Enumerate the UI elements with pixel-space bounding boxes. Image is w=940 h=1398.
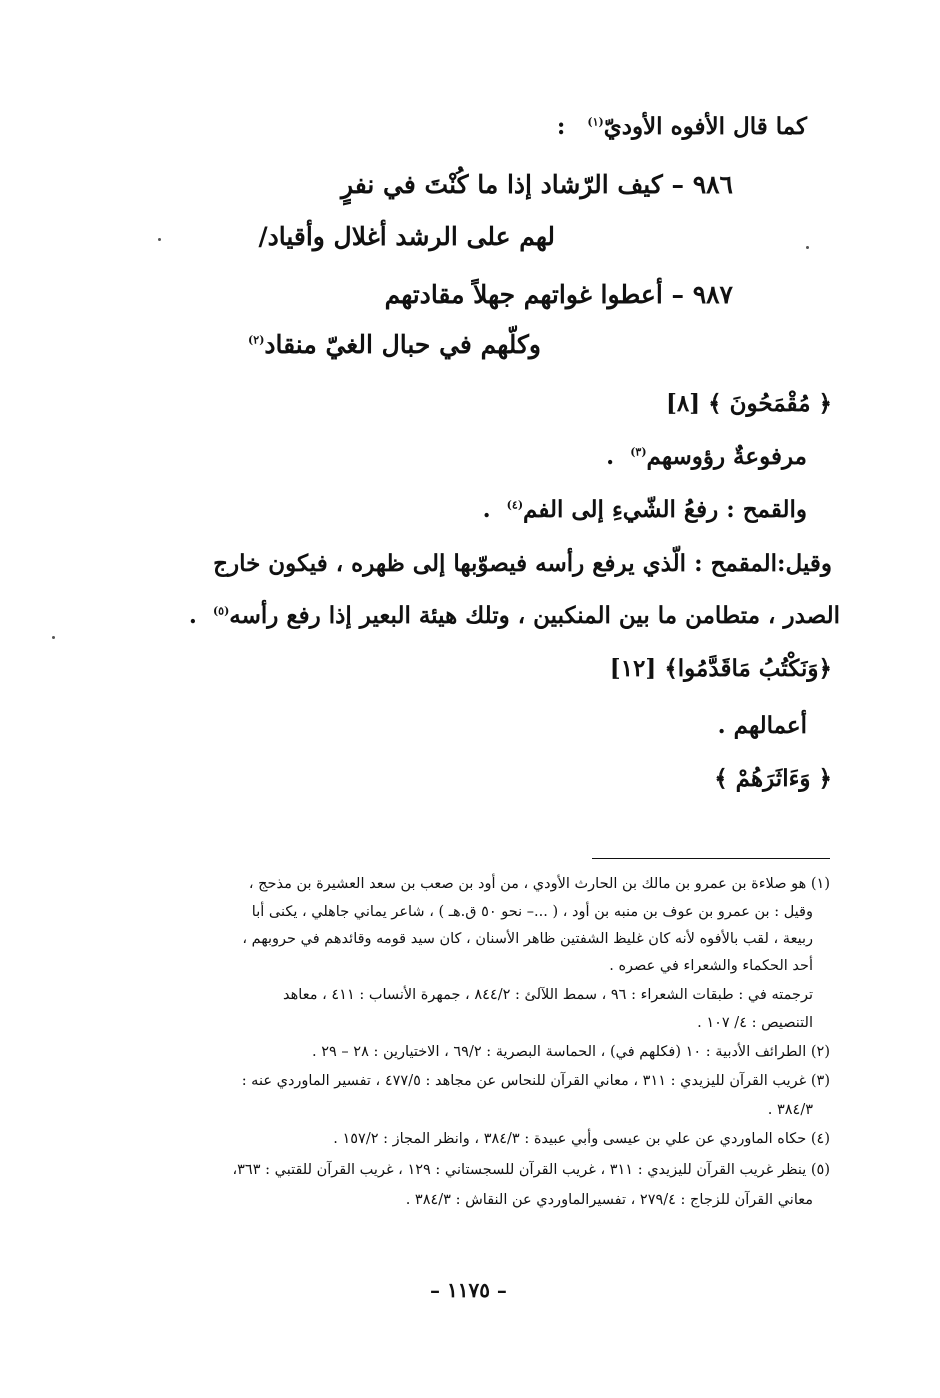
footnote-5-line-1: (٥) ينظر غريب القرآن لليزيدي : ٣١١ ، غريب القرآن للسجستاني : ١٢٩ ، غريب القرآن للقتبي : ٣٦٣، bbox=[232, 1162, 830, 1178]
verse-986-second-hemistich bbox=[258, 222, 555, 251]
verse-number: ٩٨٦ bbox=[692, 170, 733, 199]
verse-986-first-hemistich bbox=[341, 170, 733, 199]
footnote-ref: (٣) bbox=[630, 445, 647, 459]
footnote-1-line-4: أحد الحكماء والشعراء في عصره . bbox=[609, 958, 813, 974]
intro-line bbox=[557, 113, 807, 140]
intro-text: كما قال الأفوه الأوديّ bbox=[603, 113, 807, 140]
quran-phrase-naktubu bbox=[610, 655, 832, 682]
verse-number: ٩٨٧ bbox=[692, 280, 733, 309]
quran-text: ﴿ وَءَاثَرَهُمْ ﴾ bbox=[714, 765, 832, 792]
gloss-text: مرفوعةٌ رؤوسهم bbox=[646, 443, 807, 470]
hemistich-text: أعطوا غواتهم جهلاً مقادتهم bbox=[384, 280, 663, 309]
footnote-5-line-2: معاني القرآن للزجاج : ٢٧٩/٤ ، تفسيرالماوردي عن النقاش : ٣٨٤/٣ . bbox=[405, 1192, 813, 1208]
footnote-ref: (٢) bbox=[248, 333, 265, 347]
paragraph-text: وقيل:المقمح : الّذي يرفع رأسه فيصوّبها إلى ظهره ، فيكون خارج bbox=[213, 550, 832, 577]
verse-ref: [١٢] bbox=[609, 655, 657, 682]
paragraph-line-1 bbox=[213, 550, 832, 577]
quran-text: ﴿وَنَكْتُبُ مَاقَدَّمُوا﴾ bbox=[664, 655, 832, 682]
definition-text: والقمح : رفعُ الشّيءِ إلى الفم bbox=[523, 496, 807, 523]
footnote-3-line-2: ٣٨٤/٣ . bbox=[767, 1102, 813, 1118]
hemistich-text: لهم على الرشد أغلال وأقياد/ bbox=[258, 222, 555, 251]
line-end: . bbox=[188, 602, 197, 629]
quran-word-muqmahun bbox=[666, 390, 832, 417]
footnote-ref: (٤) bbox=[506, 498, 524, 512]
scan-speck bbox=[52, 636, 55, 639]
scan-speck bbox=[806, 246, 809, 249]
line-end: . bbox=[606, 443, 615, 470]
definition-line bbox=[483, 496, 807, 523]
footnote-1-line-6: التنصيص : ٤/ ١٠٧ . bbox=[697, 1015, 813, 1031]
footnote-separator bbox=[592, 858, 830, 859]
intro-colon: : bbox=[556, 113, 566, 140]
paragraph-line-2 bbox=[189, 602, 840, 629]
quran-text: ﴿ مُقْمَحُونَ ﴾ bbox=[708, 390, 832, 417]
paragraph-text: الصدر ، متطامن ما بين المنكبين ، وتلك هيئة البعير إذا رفع رأسه bbox=[229, 602, 840, 629]
verse-dash: – bbox=[671, 170, 684, 199]
gloss-line bbox=[606, 443, 807, 470]
line-end: . bbox=[482, 496, 491, 523]
footnote-ref: (٥) bbox=[212, 604, 230, 618]
footnote-4: (٤) حكاه الماوردي عن علي بن عيسى وأبي عبيدة : ٣٨٤/٣ ، وانظر المجاز : ١٥٧/٢ . bbox=[333, 1131, 830, 1147]
footnote-1-line-5: ترجمته في : طبقات الشعراء : ٩٦ ، سمط اللآلئ : ٨٤٤/٢ ، جمهرة الأنساب : ٤١١ ، معاهد bbox=[283, 987, 813, 1003]
quran-word-atharahum bbox=[714, 765, 832, 792]
footnote-1-line-2: وقيل : بن عمرو بن عوف بن منبه بن أود ، ( ...– نحو ٥٠ ق.هـ ) ، شاعر يماني جاهلي ، يكنى أبا bbox=[251, 904, 813, 920]
footnote-2: (٢) الطرائف الأدبية : ١٠ (فكلهم في) ، الحماسة البصرية : ٦٩/٢ ، الاختيارين : ٢٨ – ٢٩ . bbox=[312, 1044, 830, 1060]
verse-dash: – bbox=[671, 280, 684, 309]
footnote-1-line-1: (١) هو صلاءة بن عمرو بن مالك بن الحارث الأودي ، من أود بن صعب بن سعد العشيرة بن مذحج ، bbox=[248, 876, 830, 892]
scan-speck bbox=[158, 238, 161, 241]
footnote-ref: (١) bbox=[587, 115, 604, 129]
footnote-1-line-3: ربيعة ، لقب بالأفوه لأنه كان غليظ الشفتين ظاهر الأسنان ، كان سيد قومه وقائدهم في حروبهم ، bbox=[242, 931, 813, 947]
gloss-line bbox=[718, 712, 807, 739]
footnote-3-line-1: (٣) غريب القرآن لليزيدي : ٣١١ ، معاني القرآن للنحاس عن مجاهد : ٤٧٧/٥ ، تفسير الماوردي عنه : bbox=[241, 1073, 830, 1089]
gloss-text: أعمالهم . bbox=[717, 712, 807, 739]
page-number: – ١١٧٥ – bbox=[430, 1278, 507, 1302]
hemistich-text: وكلّهم في حبال الغيّ منقاد bbox=[264, 330, 541, 359]
verse-ref: [٨] bbox=[666, 390, 701, 417]
verse-987-second-hemistich bbox=[248, 330, 541, 359]
hemistich-text: كيف الرّشاد إذا ما كُنْتَ في نفرٍ bbox=[340, 170, 663, 199]
verse-987-first-hemistich bbox=[385, 280, 733, 309]
